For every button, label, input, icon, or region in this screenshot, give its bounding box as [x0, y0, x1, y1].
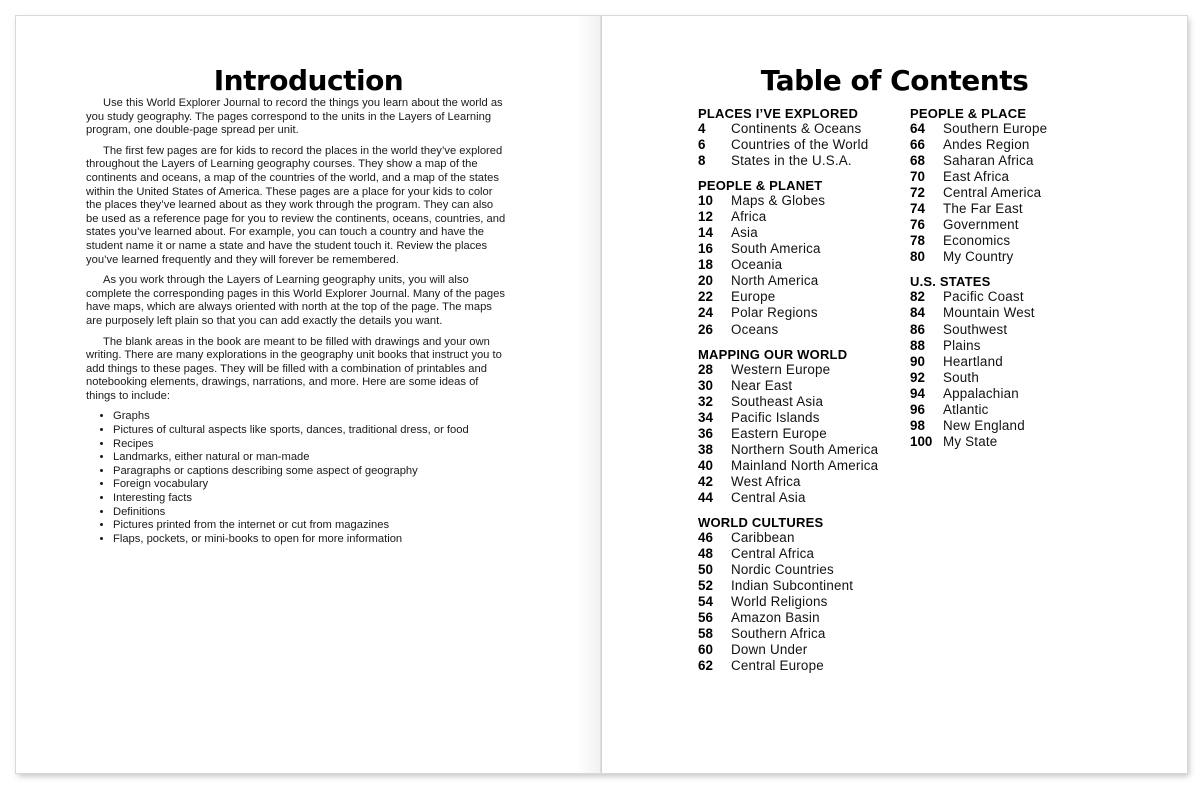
- toc-entry: [698, 209, 908, 225]
- toc-entry: [698, 426, 908, 442]
- toc-page-number: 50: [698, 562, 713, 578]
- toc-entry: [698, 442, 908, 458]
- toc-page-number: 82: [910, 289, 925, 305]
- toc-entry-title: Western Europe: [731, 361, 831, 377]
- toc-page-number: 58: [698, 626, 713, 642]
- toc-section: [698, 515, 908, 674]
- ideas-list: [86, 410, 506, 546]
- toc-entry-title: Amazon Basin: [731, 610, 820, 626]
- toc-entry-title: Europe: [731, 289, 776, 305]
- toc-entry: [698, 362, 908, 378]
- toc-entry-title: Southeast Asia: [731, 393, 824, 409]
- toc-entry: [698, 153, 908, 169]
- toc-page-number: 94: [910, 385, 925, 401]
- toc-entry: [910, 201, 1110, 217]
- toc-entry: [698, 225, 908, 241]
- toc-entry: [910, 386, 1110, 402]
- toc-page-number: 40: [698, 457, 713, 473]
- list-item: • Pictures of cultural aspects like sports, dances, traditional dress, or food: [113, 424, 506, 438]
- toc-entry-title: Central Europe: [731, 658, 824, 674]
- toc-section-heading: PEOPLE & PLACE: [910, 106, 1027, 121]
- toc-entry: [698, 322, 908, 338]
- toc-entry: [698, 642, 908, 658]
- toc-entry: [698, 410, 908, 426]
- toc-page-number: 34: [698, 409, 713, 425]
- toc-entry: [910, 322, 1110, 338]
- toc-entry: [698, 121, 908, 137]
- toc-entry: [698, 273, 908, 289]
- toc-column-right: [910, 106, 1110, 459]
- toc-entry-title: My State: [943, 433, 998, 449]
- toc-entry-title: Eastern Europe: [731, 425, 827, 441]
- toc-section-heading: PLACES I’VE EXPLORED: [698, 106, 859, 121]
- toc-page-number: 26: [698, 321, 713, 337]
- intro-paragraph: The blank areas in the book are meant to be filled with drawings and your own writing. There are many explorations in the geography unit books that instruct you to add things to these pages. They will be filled with a combination of printables and notebooking elements, drawings, narrations, and more. Here are some ideas of things to include:: [86, 335, 502, 402]
- list-item: • Paragraphs or captions describing some aspect of geography: [113, 465, 506, 479]
- toc-page-number: 56: [698, 610, 713, 626]
- toc-entry-title: Economics: [943, 233, 1011, 249]
- toc-page-number: 78: [910, 233, 925, 249]
- toc-entry-title: Down Under: [731, 642, 808, 658]
- toc-entry: [698, 530, 908, 546]
- toc-page-number: 80: [910, 249, 925, 265]
- toc-entry-title: Northern South America: [731, 441, 879, 457]
- toc-page-number: 22: [698, 289, 713, 305]
- toc-entry: [698, 490, 908, 506]
- toc-page-number: 38: [698, 441, 713, 457]
- toc-entry-title: Pacific Coast: [943, 289, 1024, 305]
- toc-page-number: 46: [698, 529, 713, 545]
- toc-section: [910, 106, 1110, 265]
- toc-entry-title: Government: [943, 217, 1019, 233]
- toc-entry: [698, 458, 908, 474]
- toc-page-number: 88: [910, 337, 925, 353]
- toc-page-number: 90: [910, 353, 925, 369]
- toc-entry-title: Southern Africa: [731, 626, 826, 642]
- toc-section-heading: WORLD CULTURES: [698, 514, 824, 530]
- list-item: • Landmarks, either natural or man-made: [113, 451, 506, 465]
- toc-entry: [910, 289, 1110, 305]
- toc-entry: [698, 626, 908, 642]
- toc-page-number: 20: [698, 273, 713, 289]
- toc-entry-title: States in the U.S.A.: [731, 153, 852, 169]
- toc-entry-title: World Religions: [731, 594, 828, 610]
- toc-entry-title: Asia: [731, 225, 758, 241]
- introduction-body: [86, 97, 506, 546]
- toc-page-number: 18: [698, 257, 713, 273]
- toc-entry: [910, 153, 1110, 169]
- toc-page-number: 24: [698, 305, 713, 321]
- toc-entry-title: Oceania: [731, 257, 783, 273]
- toc-entry-title: Central America: [943, 185, 1042, 201]
- toc-section-heading: MAPPING OUR WORLD: [698, 346, 848, 362]
- toc-page-number: 66: [910, 137, 925, 153]
- toc-page-number: 16: [698, 241, 713, 257]
- toc-page-number: 48: [698, 546, 713, 562]
- toc-entry-title: Near East: [731, 377, 793, 393]
- toc-entry: [910, 185, 1110, 201]
- toc-entry: [698, 594, 908, 610]
- toc-page-number: 86: [910, 321, 925, 337]
- toc-section: [910, 274, 1110, 449]
- toc-entry-title: Southwest: [943, 321, 1008, 337]
- toc-entry-title: Caribbean: [731, 529, 795, 545]
- toc-entry-title: Africa: [731, 209, 767, 225]
- toc-entry: [910, 217, 1110, 233]
- toc-page-number: 28: [698, 361, 713, 377]
- toc-entry: [910, 233, 1110, 249]
- list-item: • Recipes: [113, 438, 506, 452]
- toc-entry-title: New England: [943, 417, 1025, 433]
- toc-page-number: 10: [698, 193, 713, 209]
- toc-entry-title: West Africa: [731, 473, 801, 489]
- intro-paragraph: Use this World Explorer Journal to record the things you learn about the world as you study geography. The pages correspond to the units in the Layers of Learning program, one double-page spread per unit.: [86, 97, 503, 137]
- toc-entry: [698, 137, 908, 153]
- toc-entry-title: Oceans: [731, 321, 779, 337]
- toc-entry-title: My Country: [943, 249, 1014, 265]
- toc-page-number: 32: [698, 393, 713, 409]
- toc-page-number: 84: [910, 305, 925, 321]
- toc-page-number: 54: [698, 594, 713, 610]
- toc-page-number: 60: [698, 642, 713, 658]
- toc-page-number: 30: [698, 377, 713, 393]
- toc-entry: [698, 257, 908, 273]
- toc-section: [698, 178, 908, 337]
- toc-entry-title: Continents & Oceans: [731, 121, 862, 136]
- toc-page-number: 62: [698, 658, 713, 674]
- toc-entry-title: South America: [731, 241, 821, 257]
- toc-section: [698, 106, 908, 169]
- toc-entry: [698, 546, 908, 562]
- toc-page-number: 4: [698, 121, 706, 136]
- introduction-title: Introduction: [213, 64, 404, 97]
- toc-section-heading: PEOPLE & PLANET: [698, 178, 823, 194]
- toc-page-number: 98: [910, 417, 925, 433]
- toc-entry: [910, 249, 1110, 265]
- toc-entry-title: Central Asia: [731, 489, 806, 505]
- toc-page-number: 8: [698, 153, 706, 169]
- book-spread: [16, 16, 1187, 773]
- toc-entry: [698, 562, 908, 578]
- toc-entry: [910, 434, 1110, 450]
- toc-entry-title: Indian Subcontinent: [731, 578, 854, 594]
- toc-entry-title: Appalachian: [943, 385, 1019, 401]
- list-item: • Foreign vocabulary: [113, 478, 506, 492]
- toc-entry-title: Saharan Africa: [943, 153, 1034, 169]
- toc-page-number: 42: [698, 473, 713, 489]
- toc-entry-title: Southern Europe: [943, 121, 1048, 136]
- toc-page-number: 36: [698, 425, 713, 441]
- toc-entry-title: South: [943, 369, 979, 385]
- toc-entry-title: East Africa: [943, 169, 1010, 185]
- toc-entry-title: Nordic Countries: [731, 562, 834, 578]
- toc-entry: [698, 578, 908, 594]
- toc-page-number: 76: [910, 217, 925, 233]
- toc-section: [698, 347, 908, 506]
- toc-page-number: 52: [698, 578, 713, 594]
- toc-page-number: 12: [698, 209, 713, 225]
- list-item: • Flaps, pockets, or mini-books to open for more information: [113, 533, 506, 547]
- toc-page-number: 92: [910, 369, 925, 385]
- list-item: • Pictures printed from the internet or cut from magazines: [113, 519, 506, 533]
- toc-entry-title: Maps & Globes: [731, 193, 826, 209]
- toc-entry: [698, 378, 908, 394]
- gutter-shadow: [576, 16, 600, 773]
- toc-page-number: 70: [910, 169, 925, 185]
- toc-page-number: 72: [910, 185, 925, 201]
- toc-entry: [910, 305, 1110, 321]
- intro-paragraph: As you work through the Layers of Learning geography units, you will also complete the corresponding pages in this World Explorer Journal. Many of the pages have maps, which are always oriented with north at the top of the page. The maps are purposely left plain so that you can add exactly the details you want.: [86, 274, 505, 327]
- toc-entry-title: Pacific Islands: [731, 409, 820, 425]
- toc-entry-title: Heartland: [943, 353, 1003, 369]
- toc-entry-title: Polar Regions: [731, 305, 818, 321]
- toc-entry: [698, 241, 908, 257]
- toc-entry: [698, 305, 908, 321]
- toc-entry: [910, 137, 1110, 153]
- toc-entry-title: Mountain West: [943, 305, 1035, 321]
- toc-page-number: 44: [698, 489, 713, 505]
- toc-page-number: 100: [910, 433, 933, 449]
- toc-page-number: 96: [910, 401, 925, 417]
- toc-entry: [698, 193, 908, 209]
- toc-page-number: 64: [910, 121, 925, 136]
- toc-column-left: [698, 106, 908, 683]
- right-page: [602, 16, 1187, 773]
- toc-entry: [698, 394, 908, 410]
- intro-paragraph: The first few pages are for kids to record the places in the world they’ve explored throughout the Layers of Learning geography courses. They show a map of the continents and oceans, a map of the countries of the world, and a map of the states within the United States of America. These pages are a place for your kids to color the places they’ve learned about as they work through the program. They can also be used as a reference page for you to review the continents, oceans, countries, and states you’ve learned about. For example, you can touch a country and have the student name it or name a state and have the student touch it. Review the places you’ve learned frequently and they will forever be remembered.: [86, 144, 506, 266]
- toc-entry-title: Atlantic: [943, 401, 989, 417]
- table-of-contents-title: Table of Contents: [760, 64, 1029, 97]
- toc-entry-title: Plains: [943, 337, 981, 353]
- left-page: [16, 16, 601, 773]
- toc-entry: [910, 418, 1110, 434]
- toc-entry-title: The Far East: [943, 201, 1023, 217]
- toc-entry-title: North America: [731, 273, 819, 289]
- toc-entry: [698, 289, 908, 305]
- list-item: • Graphs: [113, 410, 506, 424]
- list-item: • Interesting facts: [113, 492, 506, 506]
- toc-entry: [698, 474, 908, 490]
- toc-page-number: 74: [910, 201, 925, 217]
- toc-section-heading: U.S. STATES: [910, 274, 991, 290]
- toc-entry: [910, 402, 1110, 418]
- toc-entry: [910, 354, 1110, 370]
- toc-entry-title: Central Africa: [731, 546, 815, 562]
- toc-entry-title: Mainland North America: [731, 457, 879, 473]
- toc-entry: [698, 658, 908, 674]
- list-item: • Definitions: [113, 506, 506, 520]
- toc-page-number: 68: [910, 153, 925, 169]
- toc-entry: [910, 370, 1110, 386]
- toc-entry: [910, 338, 1110, 354]
- toc-entry-title: Andes Region: [943, 137, 1030, 153]
- toc-entry: [910, 169, 1110, 185]
- toc-entry-title: Countries of the World: [731, 137, 869, 153]
- toc-page-number: 6: [698, 137, 706, 153]
- toc-entry: [698, 610, 908, 626]
- toc-page-number: 14: [698, 225, 713, 241]
- toc-entry: [910, 121, 1110, 137]
